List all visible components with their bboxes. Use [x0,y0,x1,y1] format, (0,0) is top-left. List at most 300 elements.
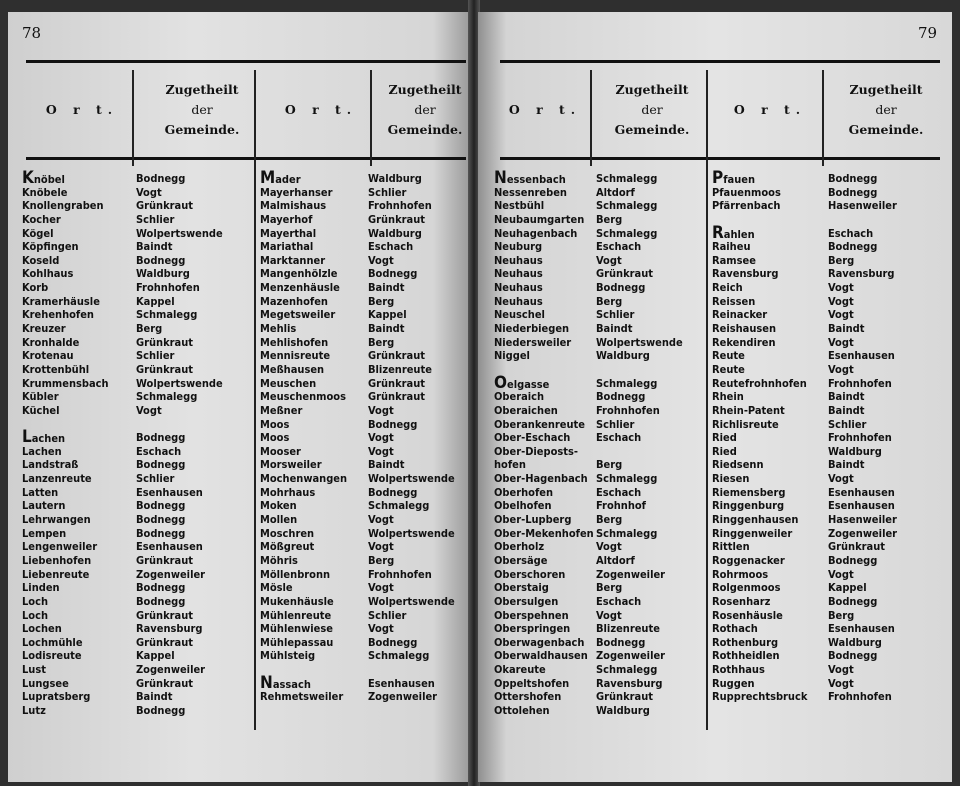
column-rule [822,70,824,166]
municipality-name: Waldburg [136,267,190,281]
municipality-name: Waldburg [368,172,422,185]
place-name: Neuhaus [494,267,543,281]
place-name [22,418,109,432]
place-name: Obersulgen [494,594,559,608]
municipality-name: Blizenreute [368,362,432,376]
ort-column [260,168,348,704]
place-name: Mennisreute [260,349,331,363]
municipality-name: Altdorf [596,553,635,567]
place-name: Raiheu [712,240,751,254]
municipality-name: Kappel [368,308,407,322]
municipality-name: Esenhausen [828,622,895,636]
place-name: Riedsenn [712,458,764,472]
municipality-name: Vogt [828,472,854,486]
place-name: Menzenhäusle [260,281,340,295]
place-name: Ober-Hagenbach [494,472,588,486]
place-name: Lupratsberg [22,690,91,704]
municipality-name: Esenhausen [368,676,435,690]
municipality-name: Vogt [828,676,854,690]
header-zugetheilt: Zugetheilt der Gemeinde. [387,82,463,137]
municipality-name: Altdorf [596,185,635,199]
municipality-name: Blizenreute [596,622,660,636]
municipality-name: Grünkraut [828,540,886,554]
place-name: Krotenau [22,349,74,363]
place-name: Liebenhofen [22,553,92,567]
place-name: Meßner [260,403,303,417]
place-name: Oberaichen [494,403,558,417]
place-name: Knollengraben [22,199,104,213]
place-name: Rohrmoos [712,567,769,581]
place-name: Marktanner [260,253,326,267]
place-name: Oelgasse [494,372,550,393]
place-name: Lanzenreute [22,472,92,486]
municipality-name: Vogt [136,403,162,417]
municipality-name: Vogt [368,622,394,636]
place-name: Roggenacker [712,553,785,567]
municipality-name: Bodnegg [828,649,878,663]
place-name: Ober-Lupberg [494,513,572,527]
place-name: Oberspringen [494,622,571,636]
place-name: Mayerthal [260,226,317,240]
municipality-name: Baindt [828,390,865,404]
municipality-name: Eschach [136,444,182,458]
place-name: Köpfingen [22,240,79,254]
place-name [494,363,594,377]
place-name: Neuhaus [494,294,543,308]
municipality-name: Vogt [368,540,394,554]
municipality-name: Frohnhofen [136,281,200,295]
place-name: Rothheidlen [712,649,780,663]
municipality-name: Berg [596,581,623,595]
municipality-name: Baindt [136,690,173,704]
municipality-name: Eschach [596,594,642,608]
place-name: Kögel [22,226,54,240]
gemeinde-column [828,172,897,704]
place-name: Rolgenmoos [712,581,781,595]
municipality-name: Esenhausen [828,349,895,363]
municipality-name: Baindt [136,240,173,254]
municipality-name: Waldburg [596,703,650,717]
municipality-name: Berg [368,553,395,567]
place-name: Ruggen [712,676,755,690]
place-name: Pfauenmoos [712,185,781,199]
municipality-name: Schlier [368,185,407,199]
municipality-name: Bodnegg [136,526,186,540]
place-name: Pfärrenbach [712,199,781,213]
municipality-name: Baindt [368,322,405,336]
place-name: Kübler [22,390,59,404]
municipality-name: Schlier [828,417,867,431]
gemeinde-column [136,172,223,718]
municipality-name: Bodnegg [136,513,186,527]
place-name: Nessenreben [494,185,567,199]
municipality-name: Schlier [136,212,175,226]
place-name: Lodisreute [22,649,82,663]
place-name: Kramerhäusle [22,294,100,308]
municipality-name: Schmalegg [596,472,658,486]
place-name: Lachen [22,444,62,458]
municipality-name: Esenhausen [828,499,895,513]
place-name: Mukenhäusle [260,594,334,608]
municipality-name: Esenhausen [828,485,895,499]
ort-column [712,168,808,704]
place-name: Rothach [712,622,758,636]
municipality-name: Schmalegg [136,308,198,322]
place-name: Mayerhof [260,212,313,226]
municipality-name: Schlier [596,417,635,431]
place-name: Ottershofen [494,690,562,704]
municipality-name: Schmalegg [596,526,658,540]
place-name: Linden [22,581,60,595]
place-name: Nessenbach [494,168,566,188]
place-name: Mühlenwiese [260,622,333,636]
place-name: Moken [260,499,297,513]
place-name: Mösle [260,581,293,595]
place-name: Loch [22,608,49,622]
place-name: Oberankenreute [494,417,585,431]
place-name: Ober-Eschach [494,431,571,445]
place-name: Mariathal [260,240,314,254]
place-name: Knöbel [22,168,65,188]
municipality-name: Baindt [828,403,865,417]
place-name: hofen [494,458,526,472]
place-name: Oberstaig [494,581,549,595]
municipality-name: Grünkraut [368,390,426,404]
municipality-name: Grünkraut [136,676,194,690]
municipality-name: Vogt [828,281,854,295]
municipality-name: Hasenweiler [828,513,897,527]
municipality-name: Zogenweiler [136,663,206,677]
place-name: Mühlepassau [260,635,334,649]
municipality-name: Vogt [828,335,854,349]
municipality-name: Vogt [368,444,394,458]
place-name: Oberholz [494,540,545,554]
municipality-name: Waldburg [828,635,882,649]
place-name: Oberwagenbach [494,635,585,649]
municipality-name: Berg [828,253,855,267]
municipality-name: Berg [828,608,855,622]
place-name: Ober-Dieposts- [494,444,579,458]
place-name: Liebenreute [22,567,90,581]
municipality-name: Ravensburg [596,676,663,690]
municipality-name: Esenhausen [136,485,203,499]
municipality-name: Schmalegg [596,172,658,185]
municipality-name: Bodnegg [596,281,646,295]
municipality-name: Waldburg [368,226,422,240]
municipality-name: Frohnhofen [828,431,892,445]
municipality-name: Frohnhofen [368,199,432,213]
municipality-name: Baindt [828,322,865,336]
municipality-name [828,213,897,227]
municipality-name: Grünkraut [136,635,194,649]
municipality-name: Vogt [368,513,394,527]
place-name: Rosenharz [712,594,771,608]
place-name: Obersäge [494,553,548,567]
municipality-name: Zogenweiler [596,649,666,663]
place-name: Lochen [22,622,62,636]
place-name: Reishausen [712,322,777,336]
place-name: Mühlenreute [260,608,332,622]
place-name: Oppeltshofen [494,676,570,690]
municipality-name: Wolpertswende [136,376,223,390]
municipality-name: Wolpertswende [368,526,455,540]
place-name: Mohrhaus [260,485,316,499]
place-name: Oberaich [494,390,545,404]
municipality-name: Grünkraut [136,335,194,349]
place-name: Kreuzer [22,322,66,336]
municipality-name: Vogt [828,308,854,322]
municipality-name: Schmalegg [368,499,430,513]
place-name: Mader [260,168,301,188]
municipality-name: Schmalegg [596,663,658,677]
place-name: Mehlishofen [260,335,329,349]
header-ort: O r t. [284,102,358,117]
place-name: Megetsweiler [260,308,336,322]
header-zugetheilt: Zugetheilt der Gemeinde. [164,82,240,137]
gemeinde-column [596,172,683,718]
municipality-name: Vogt [828,567,854,581]
place-name: Meuschen [260,376,317,390]
place-name: Mochenwangen [260,472,348,486]
municipality-name: Berg [596,513,623,527]
right-page [478,12,952,782]
place-name: Niggel [494,349,530,363]
place-name: Rahlen [712,222,755,243]
page-number: 78 [22,24,42,42]
place-name: Kohlhaus [22,267,74,281]
place-name: Rhein [712,390,744,404]
place-name: Lungsee [22,676,69,690]
place-name: Neuschel [494,308,545,322]
column-rule [254,70,256,730]
municipality-name: Bodnegg [368,417,418,431]
header-zugetheilt: Zugetheilt der Gemeinde. [614,82,690,137]
municipality-name: Waldburg [596,349,650,363]
municipality-name: Grünkraut [368,212,426,226]
place-name: Landstraß [22,458,79,472]
gemeinde-column [368,172,455,704]
municipality-name [596,445,683,459]
place-name: Riesen [712,472,750,486]
place-name: Lachen [22,427,66,448]
place-name: Mühlsteig [260,649,316,663]
municipality-name: Schlier [136,472,175,486]
municipality-name [136,418,223,432]
municipality-name: Bodnegg [828,553,878,567]
place-name: Oberschoren [494,567,566,581]
municipality-name: Grünkraut [136,608,194,622]
table-header [500,60,940,160]
place-name: Rehmetsweiler [260,690,344,704]
municipality-name: Schmalegg [596,376,658,390]
place-name: Morsweiler [260,458,322,472]
municipality-name: Ravensburg [828,267,895,281]
municipality-name: Frohnhofen [828,690,892,704]
place-name: Koseld [22,253,60,267]
municipality-name: Schmalegg [596,199,658,213]
place-name: Latten [22,485,59,499]
municipality-name: Wolpertswende [136,226,223,240]
place-name: Möllenbronn [260,567,331,581]
place-name: Rosenhäusle [712,608,783,622]
municipality-name: Baindt [368,281,405,295]
municipality-name: Frohnhofen [368,567,432,581]
header-ort: O r t. [45,102,119,117]
municipality-name: Bodnegg [136,172,186,185]
left-page [8,12,470,782]
place-name: Ramsee [712,253,756,267]
table-header [26,60,466,160]
column-rule [370,70,372,166]
place-name: Nassach [260,672,311,693]
municipality-name: Bodnegg [136,458,186,472]
municipality-name: Vogt [828,663,854,677]
municipality-name: Berg [136,322,163,336]
municipality-name: Bodnegg [368,267,418,281]
municipality-name: Frohnhofen [596,403,660,417]
place-name: Niedersweiler [494,335,572,349]
place-name: Lempen [22,526,67,540]
place-name: Ottolehen [494,703,550,717]
municipality-name: Hasenweiler [828,199,897,213]
place-name: Reich [712,281,743,295]
municipality-name: Eschach [596,431,642,445]
column-rule [590,70,592,166]
place-name: Niederbiegen [494,322,570,336]
place-name: Neubaumgarten [494,212,585,226]
place-name: Neuburg [494,240,543,254]
municipality-name: Bodnegg [136,253,186,267]
place-name: Rekendiren [712,335,776,349]
municipality-name: Bodnegg [596,390,646,404]
place-name: Obelhofen [494,499,552,513]
place-name: Lochmühle [22,635,83,649]
place-name: Reissen [712,294,756,308]
municipality-name: Zogenweiler [596,567,666,581]
municipality-name: Grünkraut [136,362,194,376]
place-name: Lehrwangen [22,513,91,527]
municipality-name: Vogt [828,362,854,376]
place-name: Ringgenweiler [712,526,793,540]
municipality-name [368,663,455,677]
municipality-name: Schmalegg [136,390,198,404]
municipality-name: Ravensburg [136,622,203,636]
municipality-name: Kappel [136,294,175,308]
place-name: Richlisreute [712,417,779,431]
place-name: Pfauen [712,168,756,188]
municipality-name: Zogenweiler [368,690,438,704]
place-name: Krummensbach [22,376,109,390]
place-name: Lautern [22,499,66,513]
place-name: Rhein-Patent [712,403,785,417]
municipality-name: Esenhausen [136,540,203,554]
municipality-name [596,363,683,377]
municipality-name: Vogt [368,431,394,445]
municipality-name: Eschach [596,240,642,254]
place-name: Krehenhofen [22,308,94,322]
place-name: Ravensburg [712,267,779,281]
place-name: Loch [22,594,49,608]
place-name: Rittlen [712,540,750,554]
header-zugetheilt: Zugetheilt der Gemeinde. [848,82,924,137]
municipality-name: Baindt [828,458,865,472]
place-name: Oberspehnen [494,608,569,622]
place-name: Lutz [22,703,46,717]
municipality-name: Wolpertswende [596,335,683,349]
place-name: Meuschenmoos [260,390,346,404]
place-name: Küchel [22,403,60,417]
municipality-name: Bodnegg [368,485,418,499]
municipality-name: Berg [596,458,623,472]
place-name: Ringgenburg [712,499,785,513]
municipality-name: Wolpertswende [368,594,455,608]
municipality-name: Bodnegg [136,581,186,595]
municipality-name: Vogt [596,540,622,554]
municipality-name: Grünkraut [136,199,194,213]
municipality-name: Vogt [596,608,622,622]
municipality-name: Vogt [596,253,622,267]
place-name: Okareute [494,663,546,677]
municipality-name: Zogenweiler [828,526,898,540]
place-name: Ober-Mekenhofen [494,526,594,540]
municipality-name: Eschach [596,485,642,499]
municipality-name: Bodnegg [136,703,186,717]
place-name: Nestbühl [494,199,545,213]
municipality-name: Bodnegg [136,499,186,513]
municipality-name: Schlier [368,608,407,622]
municipality-name: Frohnhof [596,499,646,513]
place-name: Rothhaus [712,663,765,677]
municipality-name: Bodnegg [828,185,878,199]
municipality-name: Grünkraut [368,376,426,390]
municipality-name: Kappel [828,581,867,595]
municipality-name: Berg [596,212,623,226]
municipality-name: Bodnegg [828,594,878,608]
place-name: Ried [712,444,737,458]
header-ort: O r t. [733,102,807,117]
place-name: Mazenhofen [260,294,328,308]
municipality-name: Eschach [828,226,874,240]
municipality-name: Vogt [828,294,854,308]
place-name: Reute [712,362,745,376]
municipality-name: Grünkraut [368,349,426,363]
municipality-name: Vogt [368,581,394,595]
municipality-name: Schmalegg [368,649,430,663]
place-name: Mayerhanser [260,185,333,199]
place-name: Lust [22,663,46,677]
municipality-name: Grünkraut [596,690,654,704]
municipality-name: Grünkraut [596,267,654,281]
municipality-name: Vogt [368,403,394,417]
place-name: Mollen [260,513,298,527]
place-name: Möhris [260,553,298,567]
municipality-name: Waldburg [828,444,882,458]
municipality-name: Berg [368,294,395,308]
municipality-name: Grünkraut [136,553,194,567]
place-name: Ried [712,431,737,445]
municipality-name: Bodnegg [368,635,418,649]
place-name: Krottenbühl [22,362,90,376]
municipality-name: Berg [368,335,395,349]
place-name [260,663,347,677]
place-name: Korb [22,281,49,295]
municipality-name: Vogt [368,253,394,267]
ort-column [22,168,109,718]
place-name: Knöbele [22,185,68,199]
column-rule [706,70,708,730]
municipality-name: Bodnegg [596,635,646,649]
place-name: Neuhaus [494,253,543,267]
